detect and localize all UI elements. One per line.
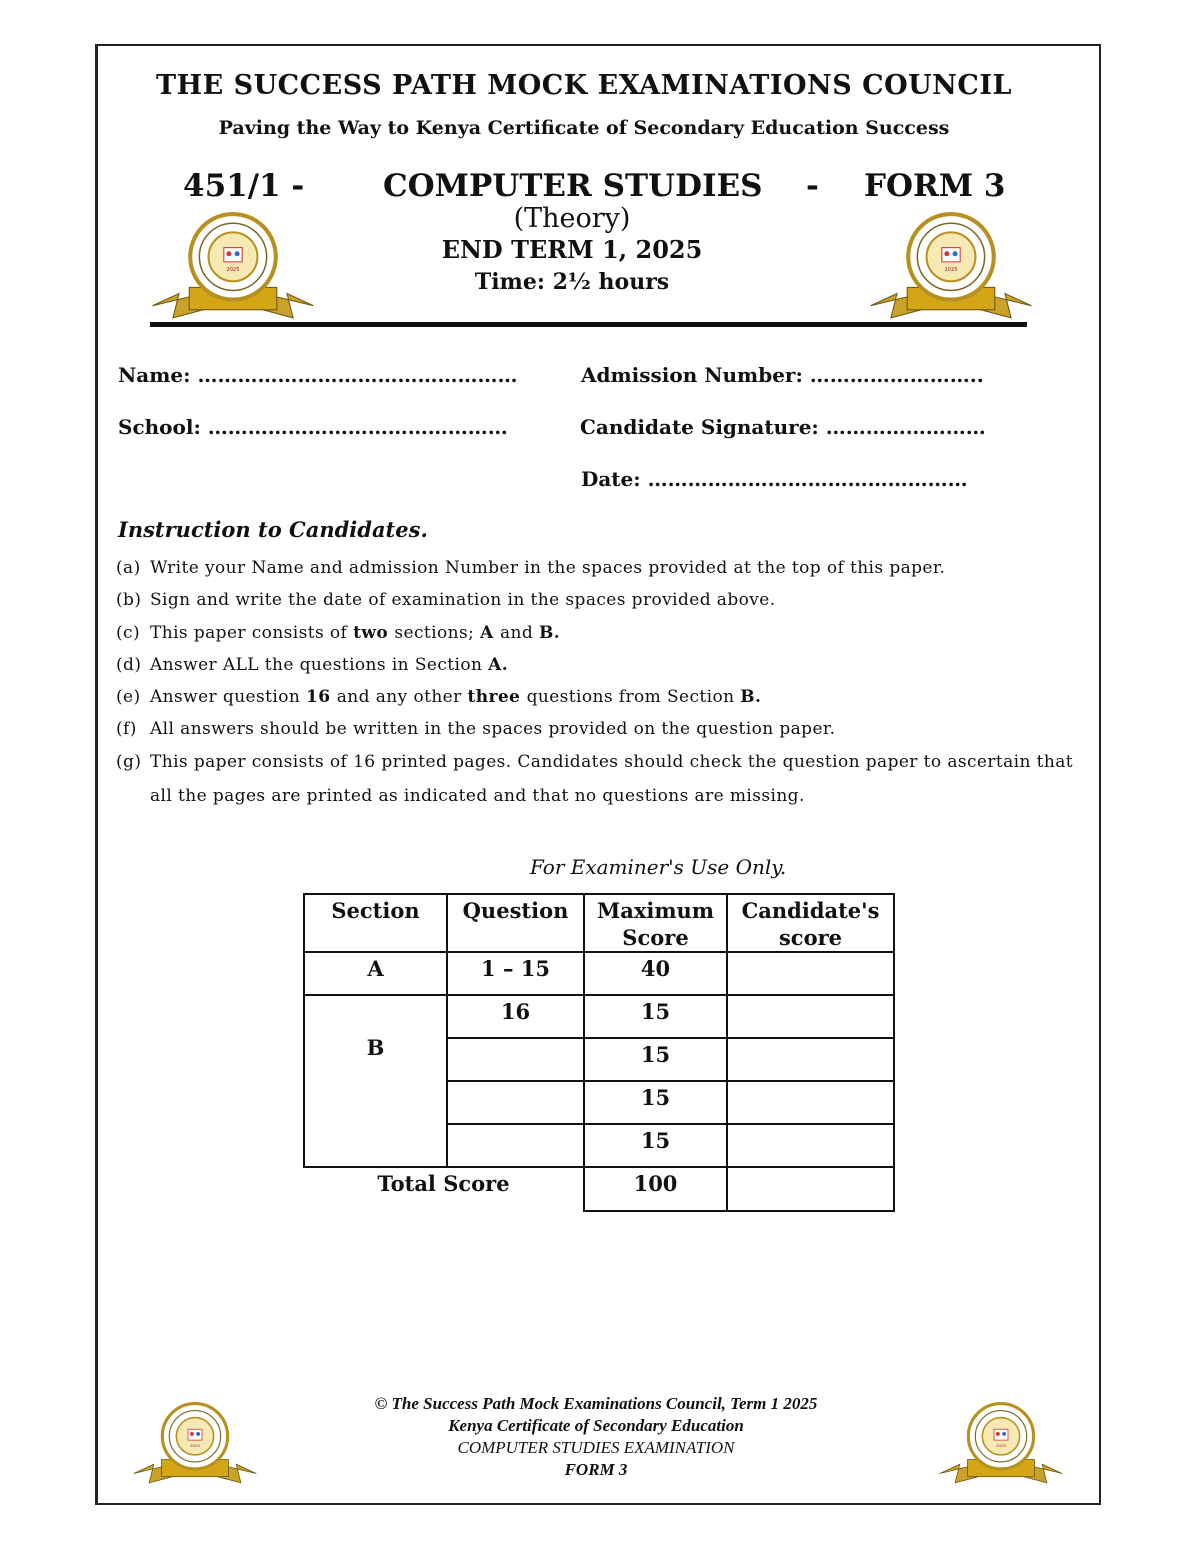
footer-exam: COMPUTER STUDIES EXAMINATION <box>457 1438 735 1457</box>
b-max-cell: 15 <box>584 1124 727 1167</box>
section-a-cell: A <box>304 952 447 995</box>
b-max-cell: 15 <box>584 995 727 1038</box>
instruction-text: Answer ALL the questions in Section A. <box>150 655 509 675</box>
admission-number-field[interactable]: Admission Number: …………………….. <box>581 363 984 387</box>
table-row <box>304 952 894 995</box>
seal-icon <box>150 212 316 322</box>
header-max-score: Maximum Score <box>584 894 727 952</box>
instruction-text: Sign and write the date of examination in the spaces provided above. <box>150 590 776 610</box>
instruction-label: (g) <box>116 752 142 772</box>
section-b-cell: B <box>304 995 447 1167</box>
instruction-item <box>116 558 945 578</box>
table-row <box>304 995 894 1038</box>
subject-title: COMPUTER STUDIES <box>383 168 763 204</box>
instruction-label: (a) <box>116 558 141 578</box>
instruction-continuation: all the pages are printed as indicated and that no questions are missing. <box>150 786 805 806</box>
instruction-label: (e) <box>116 687 141 707</box>
b-max-cell: 15 <box>584 1081 727 1124</box>
header-section: Section <box>304 894 447 952</box>
instruction-text: This paper consists of two sections; A and B. <box>150 623 561 643</box>
instruction-item <box>116 752 1073 772</box>
instruction-item <box>116 687 761 707</box>
b-max-cell: 15 <box>584 1038 727 1081</box>
paper-code: 451/1 - <box>183 168 305 204</box>
total-row <box>304 1167 894 1211</box>
score-table <box>303 893 895 1212</box>
instruction-label: (f) <box>116 719 137 739</box>
paper-type: (Theory) <box>513 203 631 234</box>
instruction-text: Write your Name and admission Number in the spaces provided at the top of this paper. <box>150 558 946 578</box>
footer-kcse: Kenya Certificate of Secondary Education <box>448 1416 744 1435</box>
header-question: Question <box>447 894 584 952</box>
instruction-text: This paper consists of 16 printed pages. Candidates should check the question paper to ascertain that <box>150 752 1074 772</box>
total-score-label: Total Score <box>377 1171 510 1196</box>
instruction-item <box>116 623 560 643</box>
instruction-text: Answer question 16 and any other three questions from Section B. <box>150 687 762 707</box>
date-field[interactable]: Date: ………………………………………… <box>581 467 968 491</box>
footer-form: FORM 3 <box>564 1460 628 1479</box>
total-candidate-score[interactable] <box>727 1167 894 1211</box>
b-question-cell: 16 <box>447 995 584 1038</box>
seal-icon <box>868 212 1034 322</box>
b-candidate-score[interactable] <box>727 1124 894 1167</box>
header-rule <box>150 322 1027 327</box>
instruction-text: All answers should be written in the spaces provided on the question paper. <box>150 719 836 739</box>
total-max-score: 100 <box>584 1167 727 1211</box>
form-level: FORM 3 <box>864 168 1006 204</box>
instruction-item <box>116 719 835 739</box>
name-field[interactable]: Name: ………………………………………… <box>118 363 518 387</box>
section-a-max: 40 <box>584 952 727 995</box>
instruction-label: (c) <box>116 623 140 643</box>
exam-time: Time: 2½ hours <box>474 269 670 295</box>
footer-copyright: © The Success Path Mock Examinations Council, Term 1 2025 <box>374 1394 818 1413</box>
instruction-label: (b) <box>116 590 142 610</box>
council-tagline: Paving the Way to Kenya Certificate of Secondary Education Success <box>218 117 950 139</box>
b-candidate-score[interactable] <box>727 995 894 1038</box>
title-dash: - <box>806 168 819 204</box>
instruction-item <box>116 655 508 675</box>
instruction-item <box>116 590 776 610</box>
b-candidate-score[interactable] <box>727 1081 894 1124</box>
examiner-caption: For Examiner's Use Only. <box>530 855 787 879</box>
b-candidate-score[interactable] <box>727 1038 894 1081</box>
header-candidate-score: Candidate's score <box>727 894 894 952</box>
score-table-header <box>304 894 894 952</box>
section-a-questions: 1 – 15 <box>447 952 584 995</box>
candidate-signature-field[interactable]: Candidate Signature: …………………… <box>580 415 986 439</box>
section-a-candidate-score[interactable] <box>727 952 894 995</box>
b-question-cell[interactable] <box>447 1081 584 1124</box>
council-title: THE SUCCESS PATH MOCK EXAMINATIONS COUNCIL <box>156 70 1012 101</box>
b-question-cell[interactable] <box>447 1124 584 1167</box>
instruction-label: (d) <box>116 655 142 675</box>
b-question-cell[interactable] <box>447 1038 584 1081</box>
instructions-title: Instruction to Candidates. <box>118 517 428 542</box>
exam-term: END TERM 1, 2025 <box>441 235 703 264</box>
school-field[interactable]: School: ……………………………………… <box>118 415 508 439</box>
